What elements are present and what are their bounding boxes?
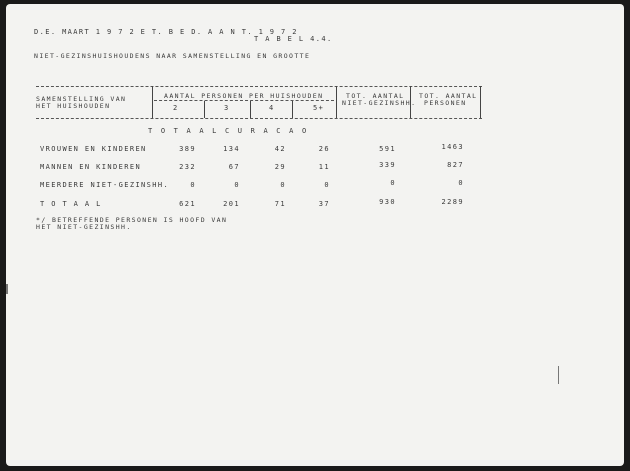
cell-tot-persons: 827 (447, 161, 464, 169)
column-separator (250, 101, 251, 118)
cell-2: 389 (179, 145, 196, 153)
table-label: T A B E L 4.4. (254, 35, 333, 43)
cell-tot-households: 339 (379, 161, 396, 169)
cell-4: 29 (274, 163, 286, 171)
tot-households-header: NIET-GEZINSHH. (342, 99, 417, 107)
row-label: T O T A A L (40, 200, 102, 208)
col-size-3: 3 (224, 104, 230, 112)
footnote-line: HET NIET-GEZINSHH. (36, 223, 132, 231)
row-label: MEERDERE NIET-GEZINSHH. (40, 181, 170, 189)
group-header-rule (154, 100, 334, 101)
column-separator (152, 86, 153, 118)
group-header-label: AANTAL PERSONEN PER HUISHOUDEN (164, 92, 324, 100)
col-size-4: 4 (269, 104, 275, 112)
cell-3: 67 (228, 163, 240, 171)
cell-tot-households: 591 (379, 145, 396, 153)
row-label: VROUWEN EN KINDEREN (40, 145, 147, 153)
cell-5plus: 26 (318, 145, 330, 153)
header-line: D.E. MAART 1 9 7 2 E T. B E D. A A N T. 1 9 7 2 (34, 28, 298, 36)
cell-tot-households: 0 (390, 179, 396, 187)
cell-5plus: 11 (318, 163, 330, 171)
cell-4: 71 (274, 200, 286, 208)
tot-persons-header: PERSONEN (424, 99, 467, 107)
col-size-2: 2 (173, 104, 179, 112)
cell-3: 134 (223, 145, 240, 153)
document-page (6, 4, 624, 466)
row-label: MANNEN EN KINDEREN (40, 163, 142, 171)
column-separator (480, 86, 481, 118)
cell-5plus: 0 (324, 181, 330, 189)
cell-3: 0 (234, 181, 240, 189)
cell-4: 42 (274, 145, 286, 153)
column-separator (204, 101, 205, 118)
cell-tot-persons: 0 (458, 179, 464, 187)
cell-tot-persons: 2289 (441, 198, 464, 206)
table-subtitle: NIET-GEZINSHUISHOUDENS NAAR SAMENSTELLING EN GROOTTE (34, 52, 311, 60)
scan-artifact (558, 366, 559, 384)
cell-2: 621 (179, 200, 196, 208)
cell-2: 0 (190, 181, 196, 189)
footnote-line: */ BETREFFENDE PERSONEN IS HOOFD VAN (36, 216, 228, 224)
cell-3: 201 (223, 200, 240, 208)
col-size-5plus: 5+ (313, 104, 325, 112)
header-bottom-rule (36, 118, 482, 119)
header-top-rule (36, 86, 482, 87)
row-header-label: HET HUISHOUDEN (36, 102, 111, 110)
tot-persons-header: TOT. AANTAL (419, 92, 478, 100)
cell-2: 232 (179, 163, 196, 171)
cell-tot-persons: 1463 (441, 143, 464, 151)
cell-tot-households: 930 (379, 198, 396, 206)
cell-4: 0 (280, 181, 286, 189)
row-header-label: SAMENSTELLING VAN (36, 95, 127, 103)
scan-artifact (6, 284, 8, 294)
tot-households-header: TOT. AANTAL (346, 92, 405, 100)
section-title: T O T A A L C U R A C A O (148, 127, 309, 135)
column-separator (336, 86, 337, 118)
column-separator (292, 101, 293, 118)
cell-5plus: 37 (318, 200, 330, 208)
